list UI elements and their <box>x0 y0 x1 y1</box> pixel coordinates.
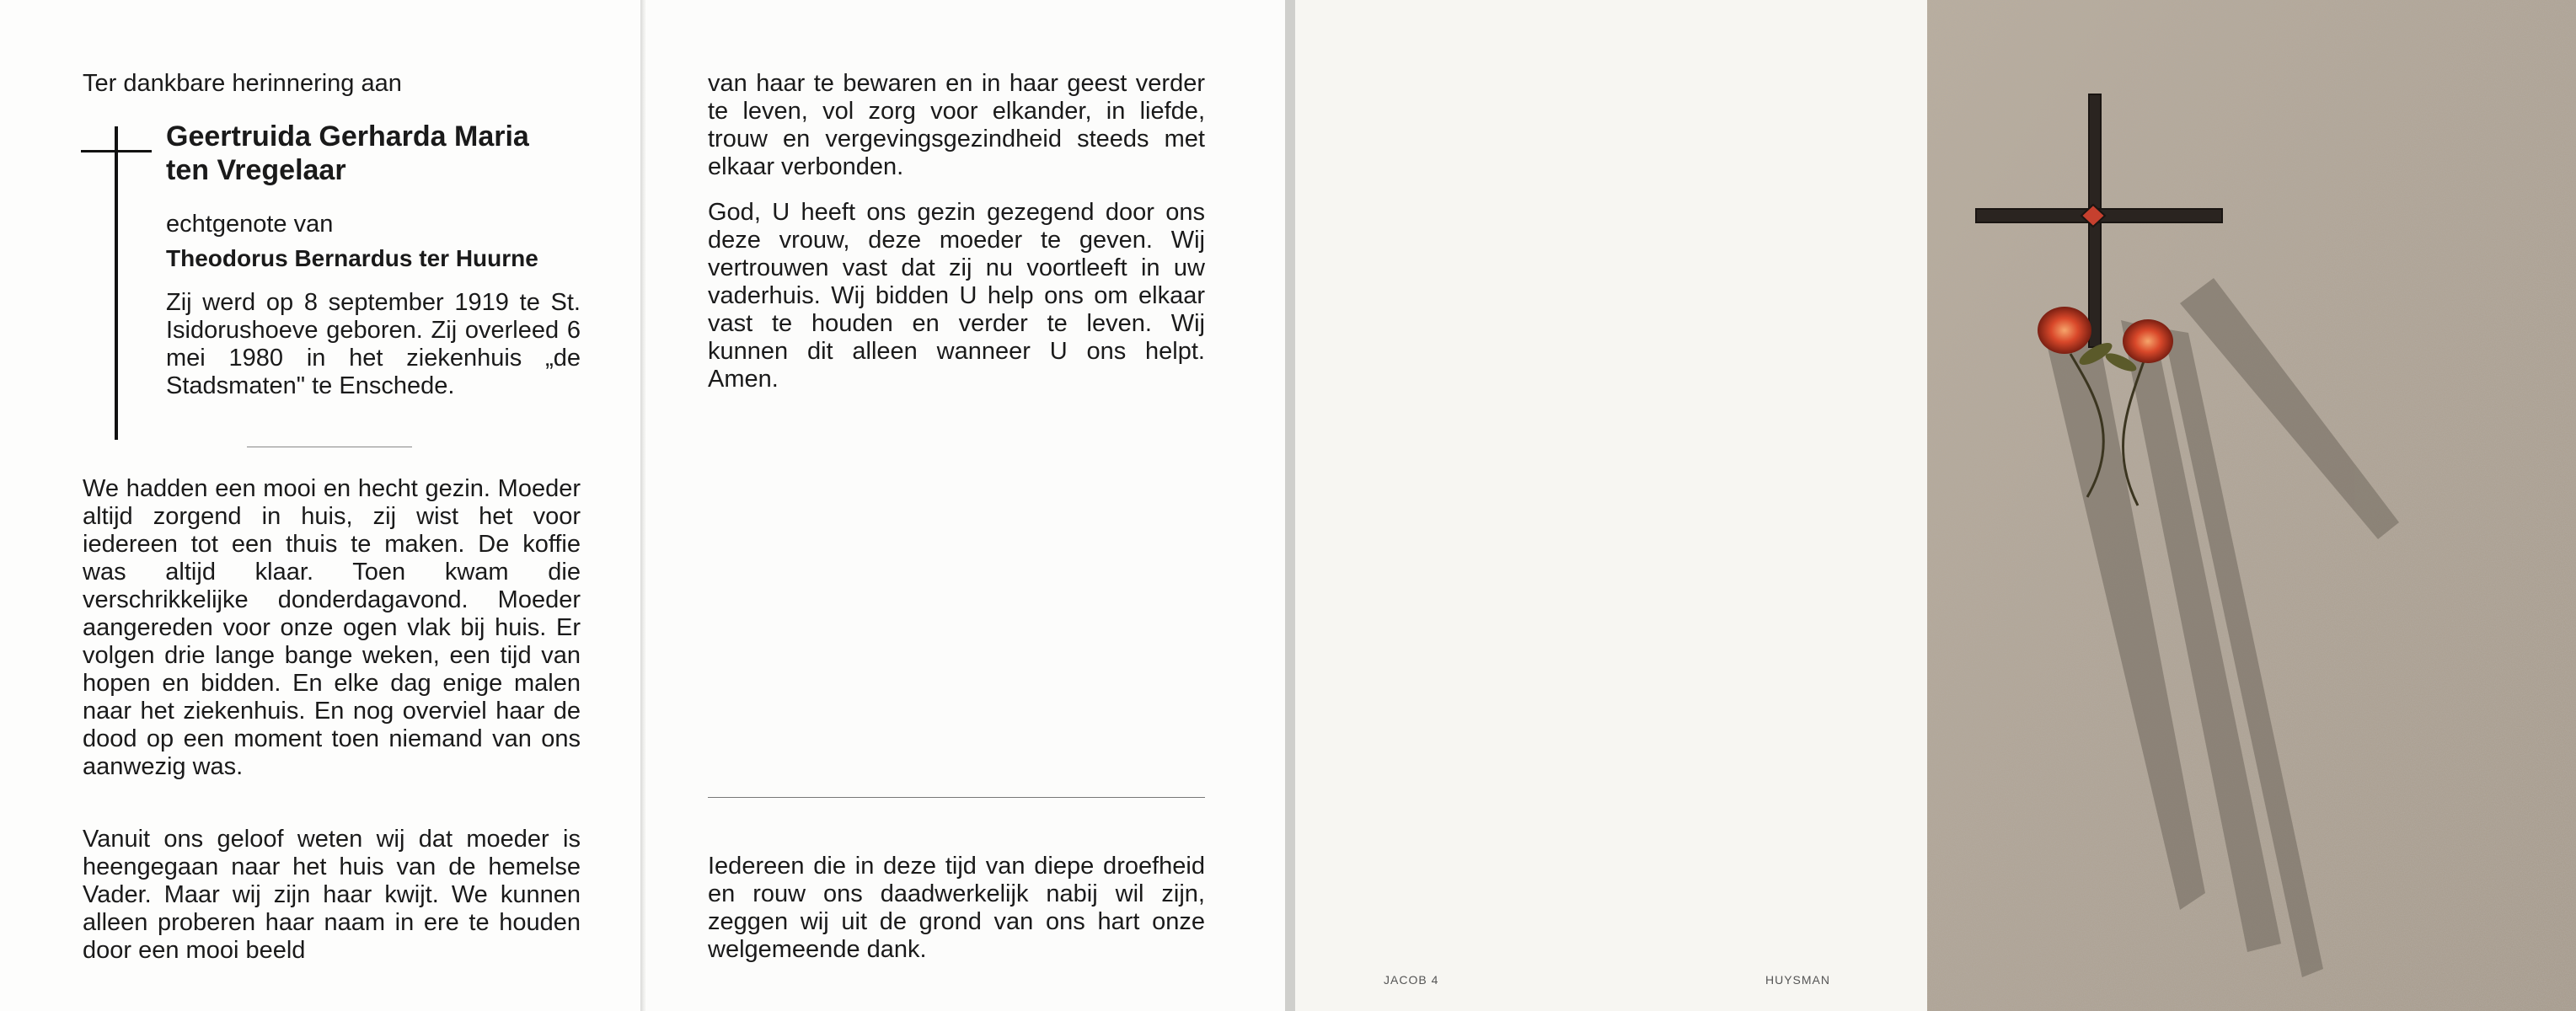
spouse-name: Theodorus Bernardus ter Huurne <box>166 245 538 271</box>
cross-vertical-line <box>115 126 118 440</box>
memorial-paragraph-2: Vanuit ons geloof weten wij dat moeder is heengegaan naar het huis van de hemelse Vader. Maar wij zijn haar kwijt. We kunnen alleen proberen haar naam in ere te houden door een mooi beeld <box>83 826 581 964</box>
intro-text: Ter dankbare herinnering aan <box>83 70 402 97</box>
prayer-paragraph: God, U heeft ons gezin gezegend door ons deze vrouw, deze moeder te geven. Wij vertrouwen vast dat zij nu voortleeft in uw vaderhuis. Wij bidden U help ons om elkaar vast te houden en verder te leven. Wij kunnen dit alleen wanneer U ons helpt. Amen. <box>708 199 1205 393</box>
card-back-panel <box>1295 0 1927 1011</box>
spouse-label: echtgenote van <box>166 211 334 238</box>
bio-text: Zij werd op 8 september 1919 te St. Isidorushoeve geboren. Zij overleed 6 mei 1980 in het ziekenhuis „de Stadsmaten" te Enschede. <box>166 289 581 399</box>
divider <box>708 797 1205 798</box>
printer-mark-left: JACOB 4 <box>1384 973 1439 987</box>
card-left-panel <box>0 0 645 1011</box>
cross-with-flowers-image <box>1927 0 2576 1011</box>
deceased-name-line2: ten Vregelaar <box>166 154 346 186</box>
memorial-paragraph-1: We hadden een mooi en hecht gezin. Moeder altijd zorgend in huis, zij wist het voor iedereen tot een thuis te maken. De koffie was altijd klaar. Toen kwam die verschrikkelijke donderdagavond. Moeder aangereden voor onze ogen vlak bij huis. Er volgen drie lange bange weken, een tijd van hopen en bidden. En elke dag enige malen naar het ziekenhuis. En nog overviel haar de dood op een moment toen niemand van ons aanwezig was. <box>83 475 581 780</box>
photo-illustration <box>1927 0 2576 1011</box>
printer-mark-right: HUYSMAN <box>1765 973 1831 987</box>
deceased-name-line1: Geertruida Gerharda Maria <box>166 120 529 152</box>
cross-horizontal-line <box>81 150 152 152</box>
thanks-paragraph: Iedereen die in deze tijd van diepe droefheid en rouw ons daadwerkelijk nabij wil zijn, zeggen wij uit de grond van ons hart onze welgemeende dank. <box>708 853 1205 963</box>
card-middle-panel <box>645 0 1285 1011</box>
memorial-paragraph-3: van haar te bewaren en in haar geest verder te leven, vol zorg voor elkander, in liefde, trouw en vergevingsgezindheid steeds met elkaar verbonden. <box>708 70 1205 180</box>
